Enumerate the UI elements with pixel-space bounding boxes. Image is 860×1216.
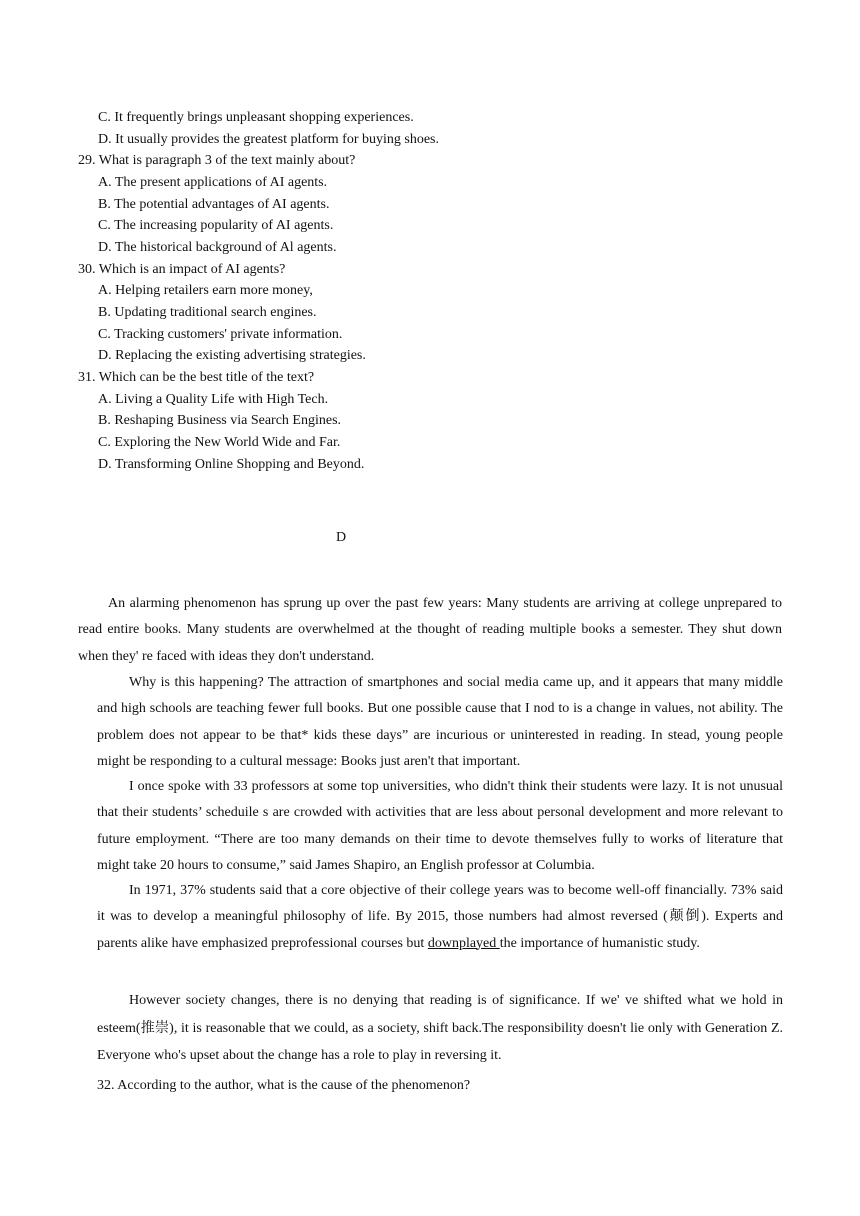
q31-option-a: A. Living a Quality Life with High Tech.: [98, 392, 329, 407]
q29-option-b: B. The potential advantages of AI agents.: [98, 197, 330, 212]
q30-option-d: D. Replacing the existing advertising strategies.: [98, 348, 366, 363]
q30-stem: 30. Which is an impact of AI agents?: [78, 262, 286, 277]
underlined-word-downplayed: downplayed: [427, 935, 500, 951]
passage-paragraph-3: I once spoke with 33 professors at some top universities, who didn't think their students were lazy. It is not unusual that their students’ scheduile s are crowded with activities that are less about personal development and more relevant to future employment. “There are too many demands on their time to devote themselves fully to works of literature that might take 20 hours to consume,” said James Shapiro, an English professor at Columbia.: [97, 779, 783, 873]
q31-option-c: C. Exploring the New World Wide and Far.: [98, 435, 341, 450]
paragraph-4-text-end: the importance of humanistic study.: [499, 935, 700, 951]
section-heading: D: [336, 530, 347, 545]
passage-paragraph-4: [97, 878, 783, 957]
q28-option-c: C. It frequently brings unpleasant shopping experiences.: [98, 110, 414, 125]
q31-stem: 31. Which can be the best title of the text?: [78, 370, 315, 385]
paragraph-4-text-start: In 1971, 37% students said that a core objective of their college years was to become well-off financially. 73% said it was to develop a meaningful philosophy of life. By 2015, those numbers had almost reversed (颠倒). Experts and parents alike have emphasized preprofessional courses but: [97, 883, 783, 951]
q28-option-d: D. It usually provides the greatest platform for buying shoes.: [98, 132, 439, 147]
q30-option-c: C. Tracking customers' private information.: [98, 327, 343, 342]
q29-option-c: C. The increasing popularity of AI agents.: [98, 218, 334, 233]
q30-option-b: B. Updating traditional search engines.: [98, 305, 317, 320]
passage-paragraph-5: However society changes, there is no denying that reading is of significance. If we' ve shifted what we hold in esteem(推崇), it is reasonable that we could, as a society, shift back.The responsibility doesn't lie only with Generation Z. Everyone who's upset about the change has a role to play in reversing it.: [97, 993, 783, 1063]
passage-paragraph-1: An alarming phenomenon has sprung up over the past few years: Many students are arriving at college unprepared to read entire books. Many students are overwhelmed at the thought of reading multiple books a semester. They shut down when they' re faced with ideas they don't understand.: [78, 596, 782, 664]
q29-option-a: A. The present applications of AI agents.: [98, 175, 328, 190]
q31-option-d: D. Transforming Online Shopping and Beyond.: [98, 457, 365, 472]
q32-stem: 32. According to the author, what is the cause of the phenomenon?: [97, 1078, 471, 1093]
q29-stem: 29. What is paragraph 3 of the text mainly about?: [78, 153, 356, 168]
q29-option-d: D. The historical background of Al agents.: [98, 240, 337, 255]
q30-option-a: A. Helping retailers earn more money,: [98, 283, 313, 298]
passage-paragraph-2: Why is this happening? The attraction of smartphones and social media came up, and it appears that many middle and high schools are teaching fewer full books. But one possible cause that I nod to is a change in values, not ability. The problem does not appear to be that* kids these days” are incurious or uninterested in reading. In stead, young people might be responding to a cultural message: Books just aren't that important.: [97, 675, 783, 769]
q31-option-b: B. Reshaping Business via Search Engines.: [98, 413, 342, 428]
